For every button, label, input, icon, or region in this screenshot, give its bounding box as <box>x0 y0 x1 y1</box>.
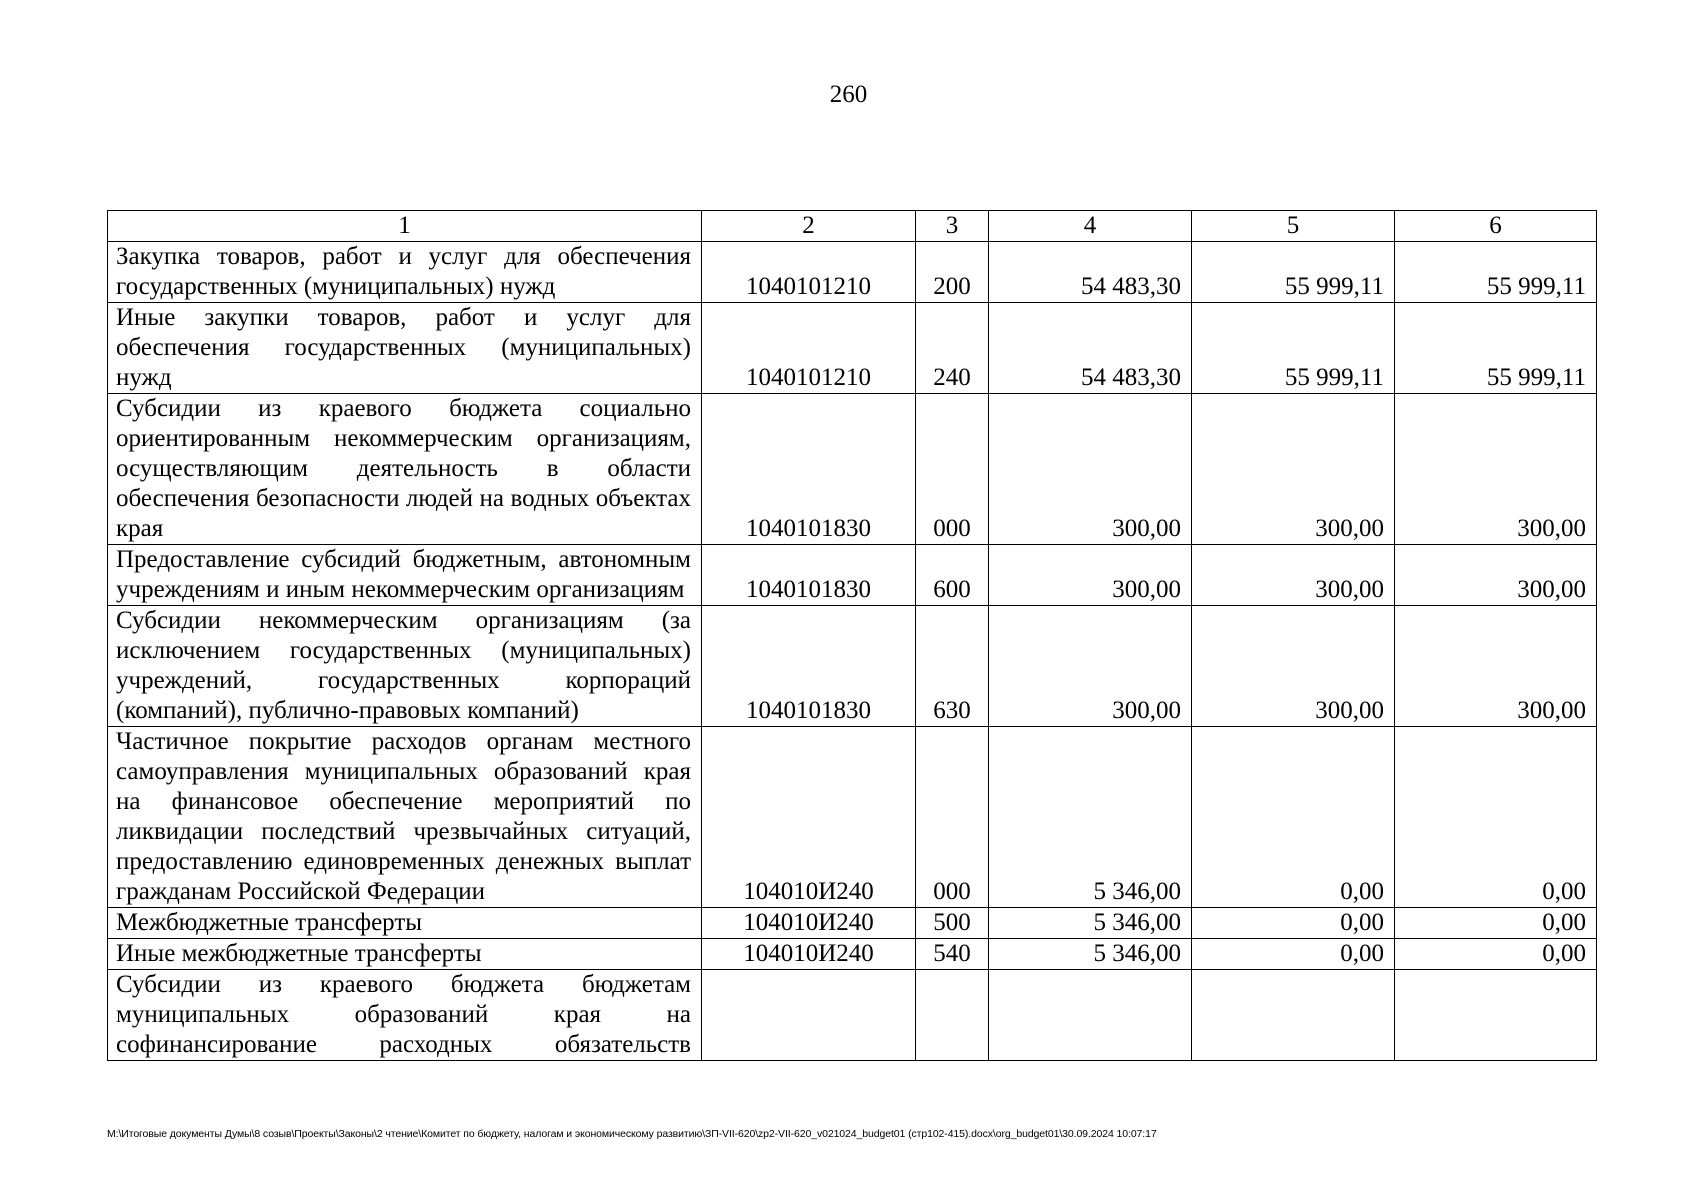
row-description: Субсидии из краевого бюджета бюджетам муниципальных образований края на софинансирование расходных обязательств <box>108 970 702 1061</box>
row-value-col4: 54 483,30 <box>989 242 1192 303</box>
row-value-col6: 55 999,11 <box>1395 242 1597 303</box>
header-cell-3: 3 <box>916 211 989 242</box>
row-value-col5: 0,00 <box>1192 939 1395 970</box>
table-row <box>108 908 1597 939</box>
page-number: 260 <box>829 81 868 108</box>
row-description: Субсидии некоммерческим организациям (за исключением государственных (муниципальных) учреждений, государственных корпораций (компаний), публично-правовых компаний) <box>108 606 702 727</box>
row-target-code: 1040101830 <box>702 545 916 606</box>
row-expense-type: 240 <box>916 303 989 394</box>
row-value-col6: 300,00 <box>1395 606 1597 727</box>
row-value-col6: 300,00 <box>1395 394 1597 545</box>
table-row <box>108 606 1597 727</box>
row-value-col4 <box>989 970 1192 1061</box>
row-description: Межбюджетные трансферты <box>108 908 702 939</box>
row-target-code: 1040101210 <box>702 303 916 394</box>
row-expense-type: 540 <box>916 939 989 970</box>
row-value-col5: 55 999,11 <box>1192 303 1395 394</box>
table-row <box>108 970 1597 1061</box>
row-value-col4: 300,00 <box>989 545 1192 606</box>
budget-table <box>107 210 1597 1061</box>
table-row <box>108 303 1597 394</box>
row-target-code: 1040101830 <box>702 606 916 727</box>
table-row <box>108 394 1597 545</box>
header-cell-1: 1 <box>108 211 702 242</box>
row-value-col5: 300,00 <box>1192 394 1395 545</box>
row-value-col6: 0,00 <box>1395 939 1597 970</box>
row-expense-type: 000 <box>916 394 989 545</box>
header-cell-4: 4 <box>989 211 1192 242</box>
row-description: Закупка товаров, работ и услуг для обеспечения государственных (муниципальных) нужд <box>108 242 702 303</box>
row-value-col6: 0,00 <box>1395 727 1597 908</box>
row-expense-type: 000 <box>916 727 989 908</box>
row-value-col4: 54 483,30 <box>989 303 1192 394</box>
header-cell-5: 5 <box>1192 211 1395 242</box>
row-value-col4: 300,00 <box>989 606 1192 727</box>
row-target-code: 1040101210 <box>702 242 916 303</box>
row-target-code: 104010И240 <box>702 908 916 939</box>
table-row <box>108 545 1597 606</box>
table-header-row <box>108 211 1597 242</box>
row-value-col5: 55 999,11 <box>1192 242 1395 303</box>
header-cell-6: 6 <box>1395 211 1597 242</box>
header-cell-2: 2 <box>702 211 916 242</box>
row-description: Иные закупки товаров, работ и услуг для обеспечения государственных (муниципальных) нужд <box>108 303 702 394</box>
row-target-code: 104010И240 <box>702 727 916 908</box>
row-value-col4: 5 346,00 <box>989 939 1192 970</box>
table-row <box>108 939 1597 970</box>
row-value-col6: 55 999,11 <box>1395 303 1597 394</box>
row-target-code: 1040101830 <box>702 394 916 545</box>
row-value-col4: 5 346,00 <box>989 908 1192 939</box>
row-expense-type: 600 <box>916 545 989 606</box>
row-description: Иные межбюджетные трансферты <box>108 939 702 970</box>
table-row <box>108 242 1597 303</box>
row-description: Субсидии из краевого бюджета социально ориентированным некоммерческим организациям, осуществляющим деятельность в области обеспечения безопасности людей на водных объектах края <box>108 394 702 545</box>
row-value-col4: 5 346,00 <box>989 727 1192 908</box>
row-value-col6: 300,00 <box>1395 545 1597 606</box>
row-value-col6: 0,00 <box>1395 908 1597 939</box>
row-value-col5 <box>1192 970 1395 1061</box>
row-value-col5: 300,00 <box>1192 606 1395 727</box>
row-expense-type: 200 <box>916 242 989 303</box>
row-value-col5: 0,00 <box>1192 908 1395 939</box>
row-value-col5: 300,00 <box>1192 545 1395 606</box>
table-row <box>108 727 1597 908</box>
row-expense-type: 500 <box>916 908 989 939</box>
row-expense-type: 630 <box>916 606 989 727</box>
row-expense-type <box>916 970 989 1061</box>
row-value-col5: 0,00 <box>1192 727 1395 908</box>
row-description: Предоставление субсидий бюджетным, автономным учреждениям и иным некоммерческим организациям <box>108 545 702 606</box>
row-target-code <box>702 970 916 1061</box>
file-path-footer: М:\Итоговые документы Думы\8 созыв\Проекты\Законы\2 чтение\Комитет по бюджету, налогам и экономическому развитию\ЗП-VII-620\zp2-VII-620_v021024_budget01 (стр102-415).docx\org_budget01\30.09.2024 10:07:17 <box>107 1128 1157 1140</box>
row-value-col4: 300,00 <box>989 394 1192 545</box>
row-value-col6 <box>1395 970 1597 1061</box>
row-description: Частичное покрытие расходов органам местного самоуправления муниципальных образований края на финансовое обеспечение мероприятий по ликвидации последствий чрезвычайных ситуаций, предоставлению единовременных денежных выплат гражданам Российской Федерации <box>108 727 702 908</box>
row-target-code: 104010И240 <box>702 939 916 970</box>
